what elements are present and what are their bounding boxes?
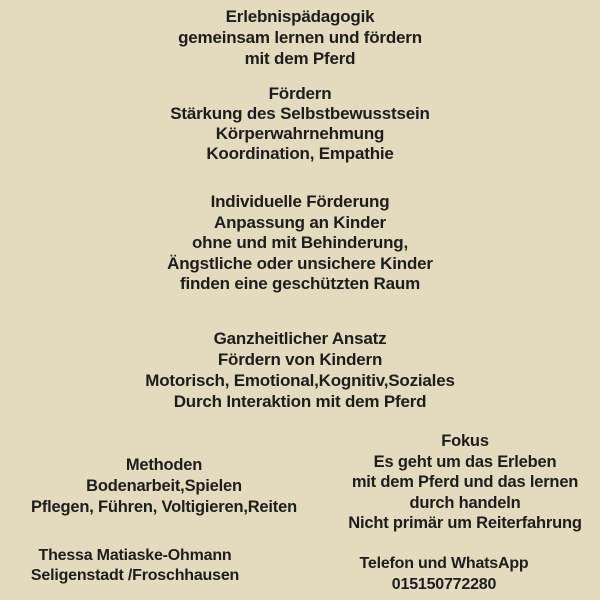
section-text-line: Pflegen, Führen, Voltigieren,Reiten <box>31 498 297 516</box>
section-text-line: durch handeln <box>409 493 521 512</box>
title-line: gemeinsam lernen und fördern <box>178 28 422 47</box>
section-fokus <box>315 431 600 534</box>
contact-location: Seligenstadt /Froschhausen <box>30 567 240 584</box>
section-text-line: Es geht um das Erleben <box>373 452 557 471</box>
section-text-line: Bodenarbeit,Spielen <box>86 477 242 495</box>
section-ganzheitlicher-ansatz <box>0 328 600 412</box>
section-text-line: Körperwahrnehmung <box>215 124 385 143</box>
section-text-line: Koordination, Empathie <box>206 144 394 163</box>
section-heading: Fördern <box>268 84 332 103</box>
contact-phone <box>294 553 594 595</box>
section-heading: Methoden <box>125 456 203 474</box>
contact-phone-number: 015150772280 <box>391 576 497 593</box>
section-text-line: Fördern von Kindern <box>217 350 383 369</box>
section-methoden <box>14 455 314 518</box>
section-text-line: finden eine geschützten Raum <box>180 274 420 293</box>
section-text-line: Stärkung des Selbstbewusstsein <box>170 104 430 123</box>
contact-name: Thessa Matiaske-Ohmann <box>38 547 232 564</box>
section-heading: Individuelle Förderung <box>210 192 390 211</box>
section-text-line: Ängstliche oder unsichere Kinder <box>167 253 433 273</box>
contact-person <box>0 546 270 586</box>
section-text-line: ohne und mit Behinderung, <box>192 233 408 252</box>
section-text-line: Durch Interaktion mit dem Pferd <box>173 392 427 411</box>
section-text-line: Nicht primär um Reiterfahrung <box>348 514 582 532</box>
contact-phone-label: Telefon und WhatsApp <box>359 555 529 572</box>
section-text-line: Motorisch, Emotional,Kognitiv,Soziales <box>145 371 455 390</box>
title-line: mit dem Pferd <box>244 49 356 68</box>
poster-title <box>0 6 600 69</box>
section-text-line: Anpassung an Kinder <box>214 212 386 232</box>
section-heading: Fokus <box>441 432 489 450</box>
title-line: Erlebnispädagogik <box>225 7 375 26</box>
section-individuelle-foerderung <box>0 192 600 295</box>
section-text-line: mit dem Pferd und das lernen <box>351 473 579 491</box>
section-foerdern <box>0 84 600 164</box>
section-heading: Ganzheitlicher Ansatz <box>213 329 387 348</box>
